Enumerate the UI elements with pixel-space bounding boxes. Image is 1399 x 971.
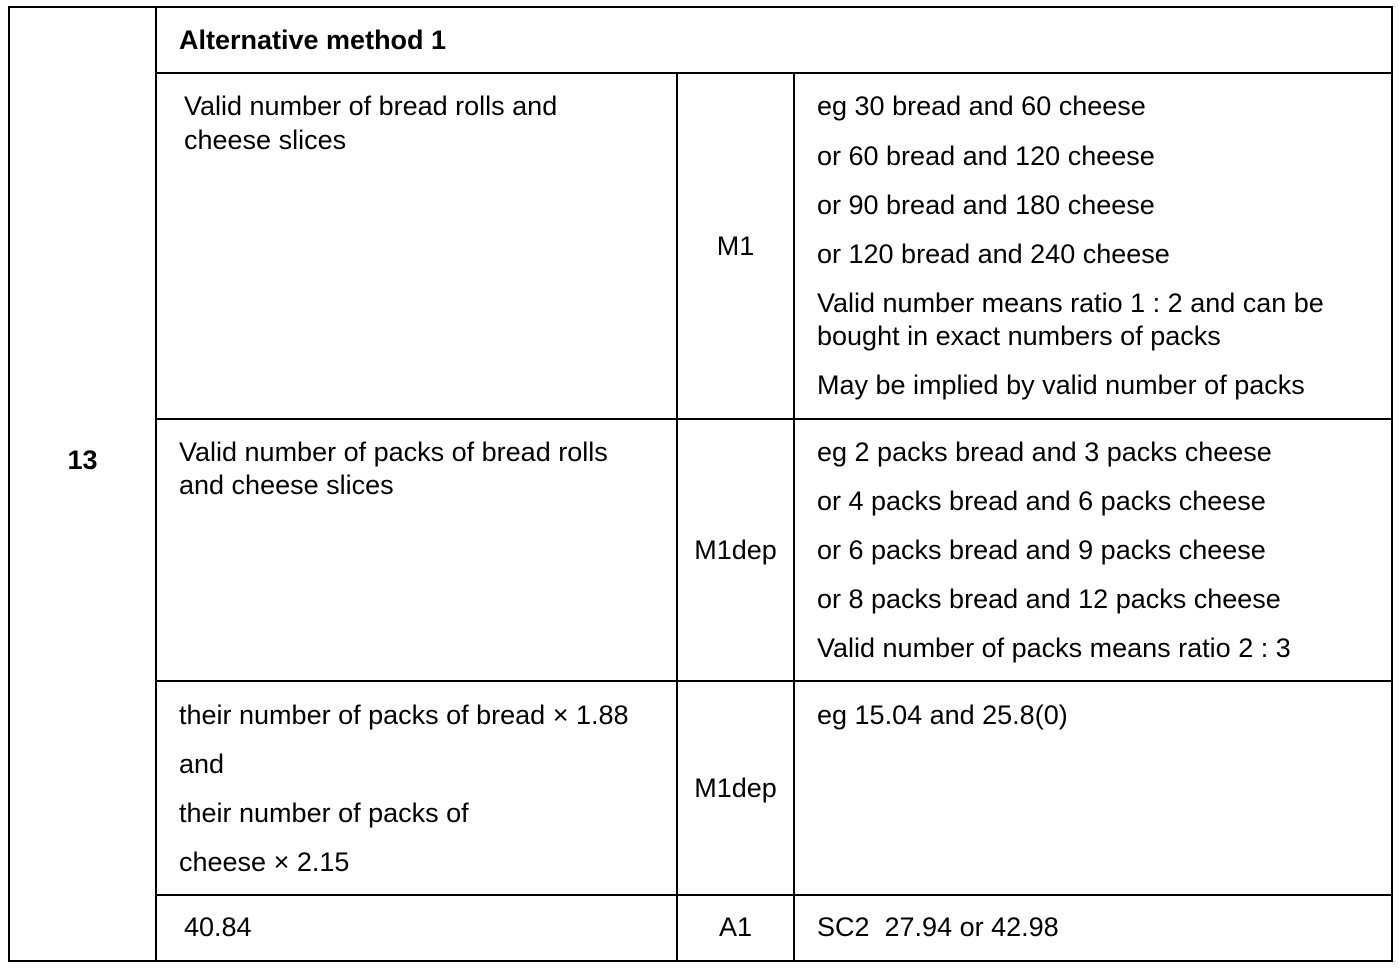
question-column-divider bbox=[155, 6, 157, 962]
row1-comment-2: or 60 bread and 120 cheese bbox=[817, 141, 1155, 171]
row3-description-line1: their number of packs of bread × 1.88 bbox=[179, 700, 629, 730]
row1-comment-6: bought in exact numbers of packs bbox=[817, 321, 1221, 351]
mark-column-divider-left bbox=[676, 72, 678, 962]
row3-description-line3: their number of packs of bbox=[179, 798, 469, 828]
row2-comment-3: or 6 packs bread and 9 packs cheese bbox=[817, 535, 1266, 565]
question-number: 13 bbox=[67, 445, 98, 475]
row3-comment-1: eg 15.04 and 25.8(0) bbox=[817, 700, 1068, 730]
row3-mark: M1dep bbox=[694, 773, 777, 803]
row2-comment-1: eg 2 packs bread and 3 packs cheese bbox=[817, 437, 1272, 467]
table-border-bottom bbox=[8, 960, 1393, 962]
row2-comment-5: Valid number of packs means ratio 2 : 3 bbox=[817, 633, 1291, 663]
row2-description-line1: Valid number of packs of bread rolls bbox=[179, 437, 608, 467]
row4-comment-1: SC2 27.94 or 42.98 bbox=[817, 912, 1059, 942]
method-title-divider bbox=[155, 72, 1393, 74]
row2-mark: M1dep bbox=[694, 535, 777, 565]
row2-description-line2: and cheese slices bbox=[179, 470, 394, 500]
row1-mark: M1 bbox=[716, 231, 755, 261]
row1-comment-1: eg 30 bread and 60 cheese bbox=[817, 91, 1146, 121]
table-border-top bbox=[8, 6, 1393, 8]
row4-description-line1: 40.84 bbox=[184, 912, 252, 942]
row1-comment-7: May be implied by valid number of packs bbox=[817, 370, 1305, 400]
mark-column-divider-right bbox=[793, 72, 795, 962]
row-divider-1 bbox=[155, 418, 1393, 420]
row1-comment-5: Valid number means ratio 1 : 2 and can be bbox=[817, 288, 1324, 318]
table-border-right bbox=[1391, 6, 1393, 962]
row1-description-line1: Valid number of bread rolls and bbox=[184, 91, 558, 121]
row1-description-line2: cheese slices bbox=[184, 125, 347, 155]
row1-comment-4: or 120 bread and 240 cheese bbox=[817, 239, 1170, 269]
row3-description-line4: cheese × 2.15 bbox=[179, 847, 350, 877]
row3-description-line2: and bbox=[179, 749, 225, 779]
row1-comment-3: or 90 bread and 180 cheese bbox=[817, 190, 1155, 220]
method-title: Alternative method 1 bbox=[179, 25, 447, 55]
row-divider-3 bbox=[155, 894, 1393, 896]
table-border-left bbox=[8, 6, 10, 962]
row2-comment-4: or 8 packs bread and 12 packs cheese bbox=[817, 584, 1281, 614]
row4-mark: A1 bbox=[718, 912, 753, 942]
row2-comment-2: or 4 packs bread and 6 packs cheese bbox=[817, 486, 1266, 516]
row-divider-2 bbox=[155, 680, 1393, 682]
